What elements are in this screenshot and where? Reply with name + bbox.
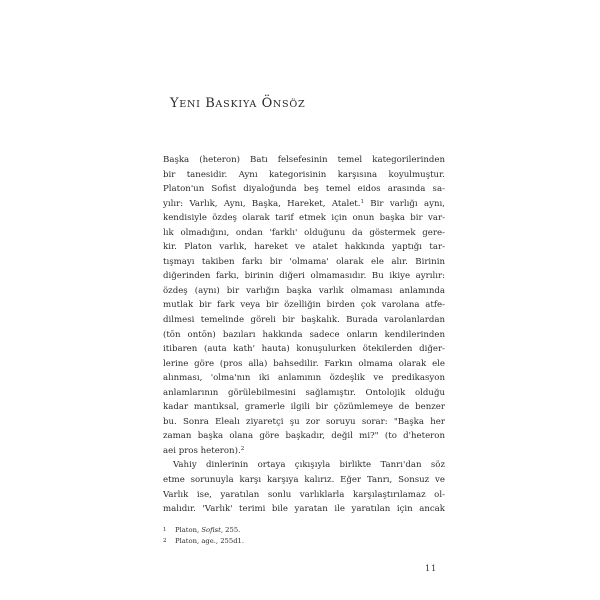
text-line: lık olmadığını, ondan 'farklı' olduğunu da göstermek gere- <box>163 227 445 238</box>
text-line: anlamlarının görülebilmesini sağlamıştır. Ontolojik olduğu <box>163 387 445 398</box>
footnote-1: 1 Platon, Sofist, 255. <box>163 526 241 534</box>
text-line: Başka (heteron) Batı felsefesinin temel kategorilerinden <box>163 155 445 165</box>
text-line: tışmayı takiben farkı bir 'olmama' olarak ele alır. Birinin <box>163 256 445 267</box>
text-line: (tōn ontōn) bazıları hakkında sadece onların kendilerinden <box>163 329 445 340</box>
chapter-heading: YENI BASKIYA ÖNSÖZ <box>170 96 306 111</box>
text-line: Varlık ise, yaratılan sonlu varlıklarla karşılaştırılamaz ol- <box>163 489 445 500</box>
text-line: lerine göre (pros alla) bahsedilir. Farkın olmama olarak ele <box>163 358 445 369</box>
text-line: alınması, 'olma'nın iki anlamının özdeşlik ve predikasyon <box>163 373 445 384</box>
text-line: diğerinden farkı, birinin diğeri olmamasıdır. Bu ikiye ayrılır: <box>163 271 445 282</box>
footnote-number: 1 <box>163 527 167 533</box>
footnotes <box>163 525 445 547</box>
text-line: Platon'un Sofist diyaloğunda beş temel eidos arasında sa- <box>163 184 445 195</box>
footnote-marker[interactable]: 1 <box>360 198 364 205</box>
text-line: dilmesi temelinde göreli bir başkalık. Burada varolanlardan <box>163 315 445 326</box>
text-line: etme sorunuyla karşı karşıya kalırız. Eğer Tanrı, Sonsuz ve <box>163 475 445 486</box>
text-line: kadar mantıksal, gramerle ilgili bir çözümlemeye de benzer <box>163 402 445 413</box>
text-line: zaman başka olana göre başkadır, değil mi?" (to d'heteron <box>163 431 445 442</box>
text-line: mutlak bir fark veya bir özelliğin birden çok varolana atfe- <box>163 300 445 311</box>
footnote-number: 2 <box>163 538 167 544</box>
text-line: kir. Platon varlık, hareket ve atalet hakkında yaptığı tar- <box>163 242 445 253</box>
text-line: aei pros heteron).$^2$ <box>163 445 245 456</box>
footnote-2: 2 Platon, age., 255d1. <box>163 537 245 545</box>
text-line: bir tanesidir. Aynı kategorisinin karşısına koyulmuştur. <box>163 169 445 180</box>
footnote-title: Sofist <box>201 526 221 534</box>
body-text <box>163 153 445 517</box>
text-line: kendisiyle özdeş olarak tarif etmek için onun başka bir var- <box>163 213 445 224</box>
text-line: yılır: Varlık, Aynı, Başka, Hareket, Atalet.$^1$ Bir varlığı aynı, <box>163 198 445 209</box>
footnote-marker[interactable]: 2 <box>240 445 245 452</box>
text-line: itibaren (auta kath' hauta) konuşulurken ötekilerden diğer- <box>163 344 445 355</box>
text-line: malıdır. 'Varlık' terimi bile yaratan ile yaratılan için ancak <box>163 504 445 515</box>
page-number: 11 <box>425 564 438 573</box>
paragraph-start-line: Vahiy dinlerinin ortaya çıkışıyla birlikte Tanrı'dan söz <box>173 460 445 471</box>
text-line: bu. Sonra Elealı ziyaretçi şu zor soruyu sorar: "Başka her <box>163 416 445 427</box>
text-line: özdeş (aynı) bir varlığın başka varlık olmaması anlamında <box>163 285 445 296</box>
